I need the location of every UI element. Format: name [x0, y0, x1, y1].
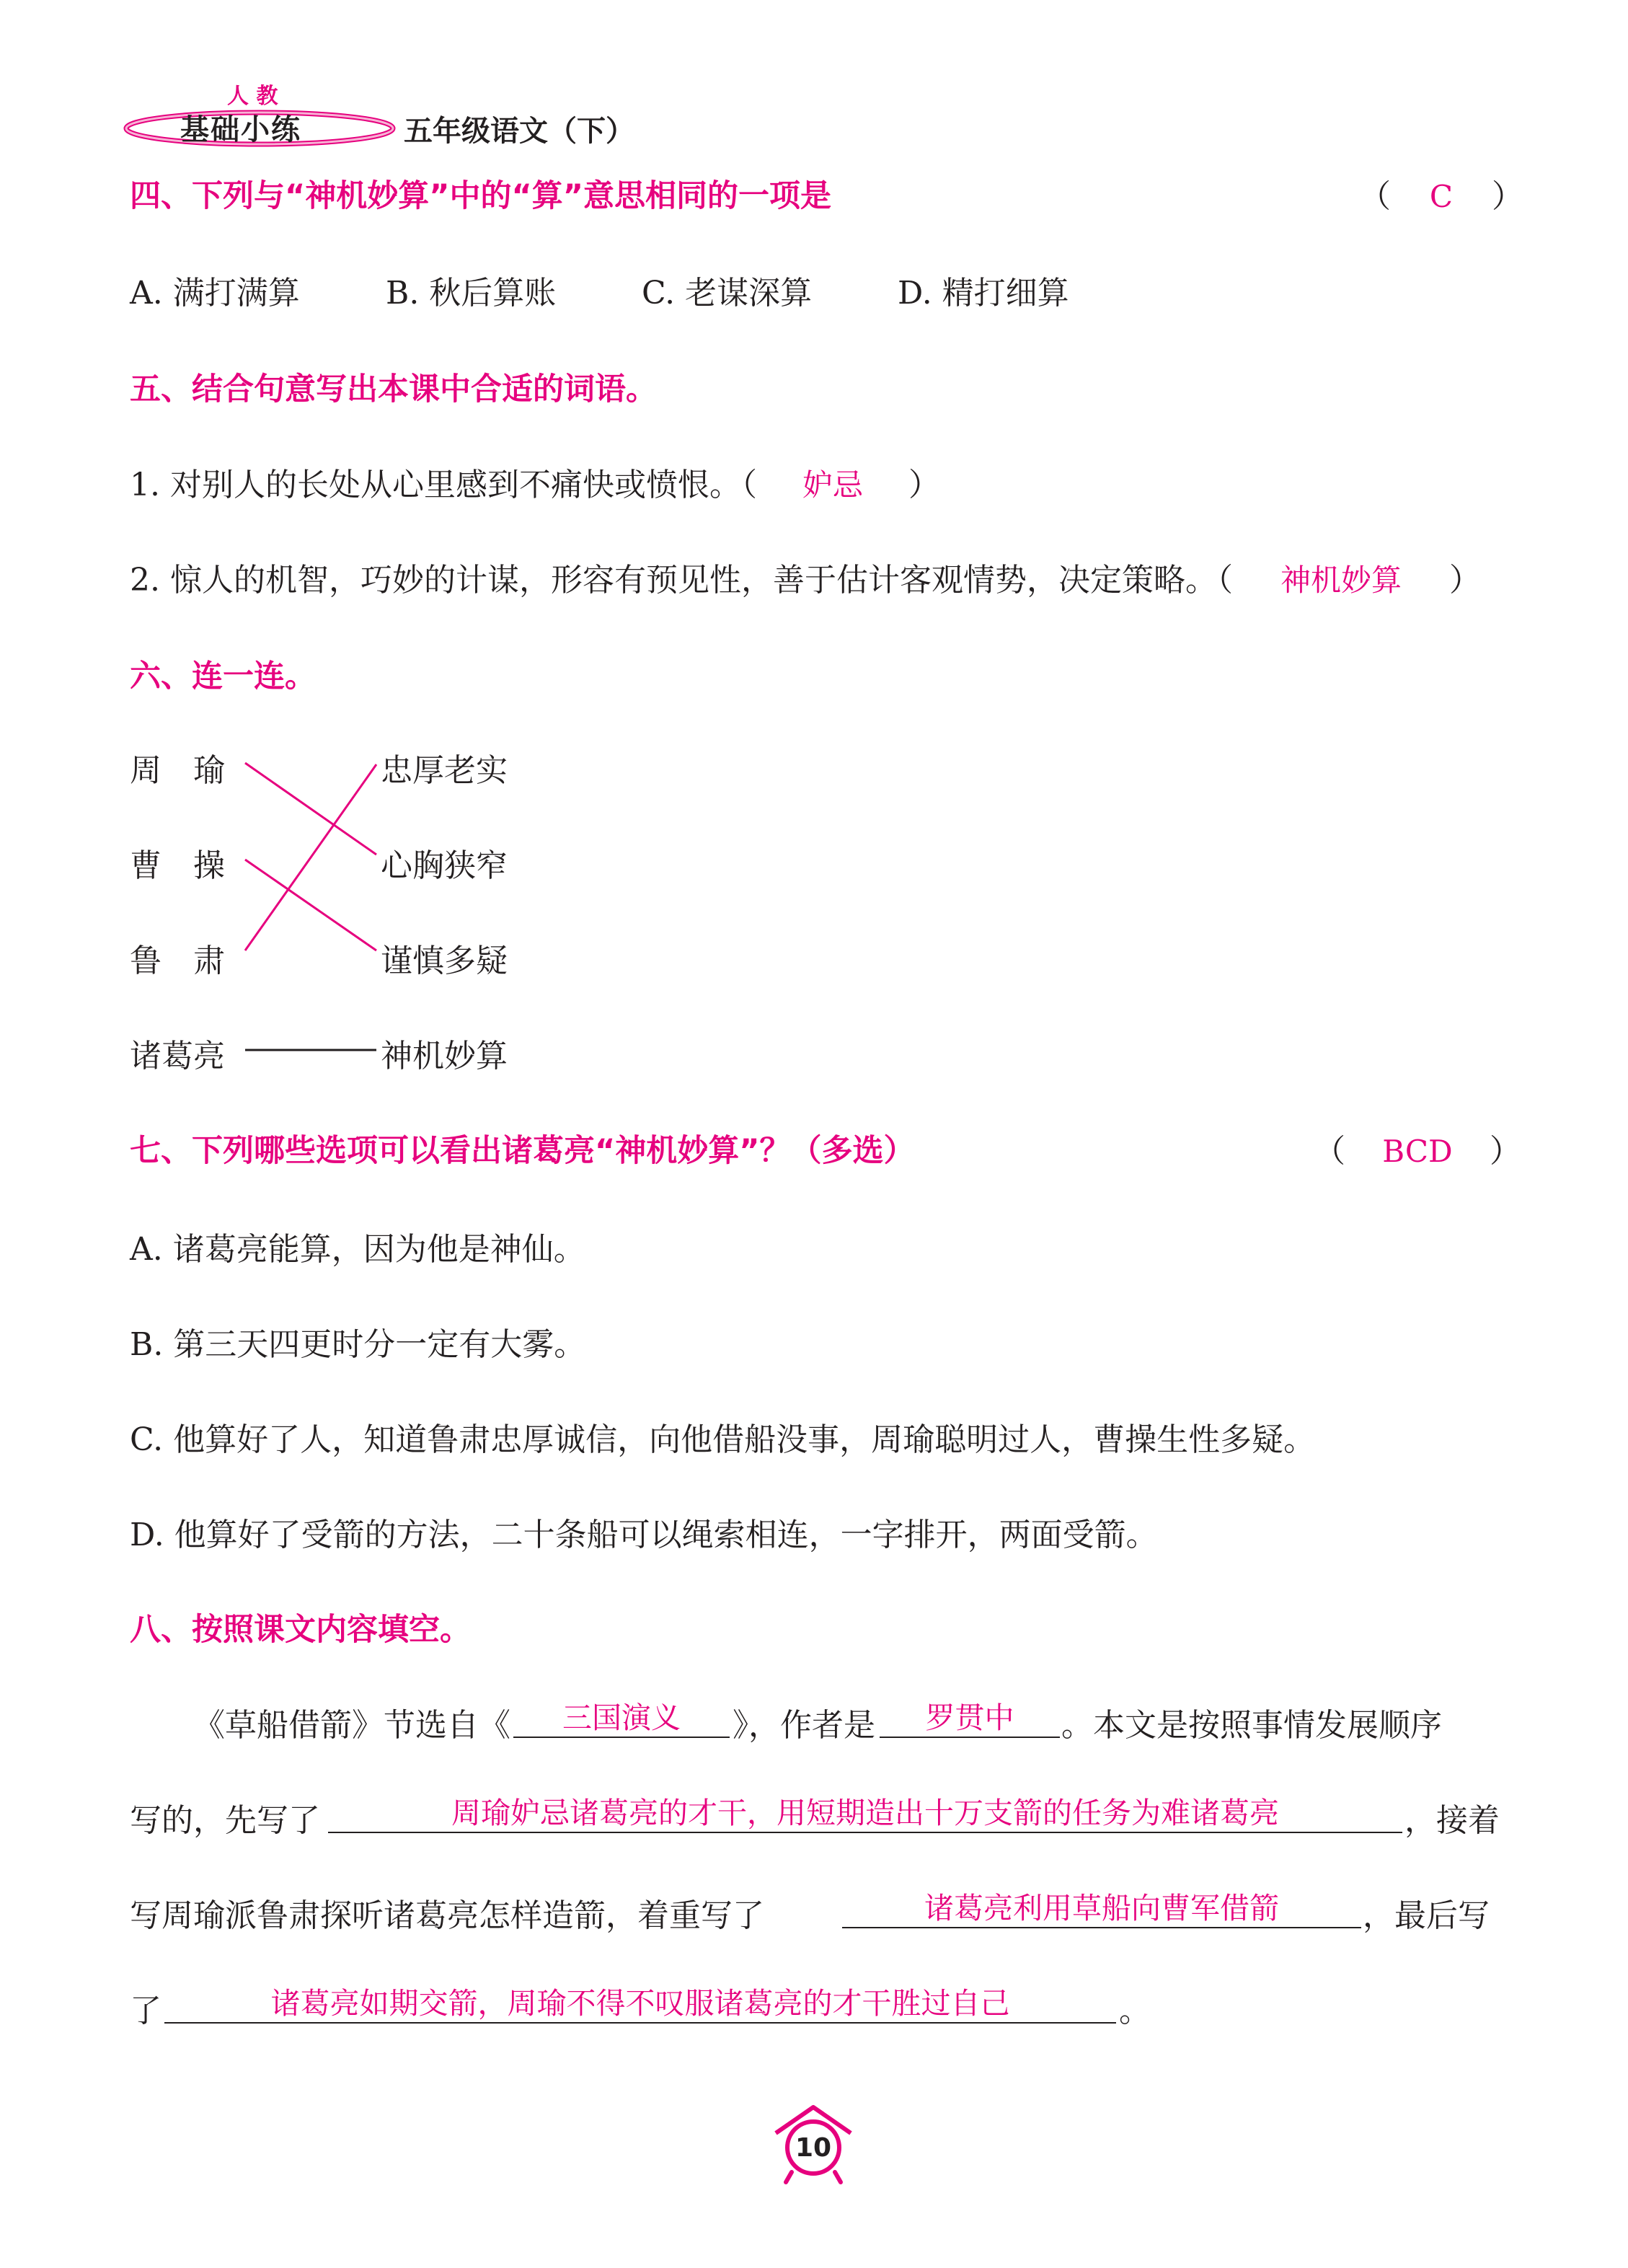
q7-answer: BCD — [1382, 1134, 1453, 1169]
q5-title: 五、结合句意写出本课中合适的词语。 — [130, 371, 657, 407]
q4-title: 四、下列与“神机妙算”中的“算”意思相同的一项是 — [130, 178, 832, 214]
page-number: 10 — [795, 2133, 832, 2163]
q8-line1-b: 》，作者是 — [733, 1707, 875, 1744]
header-badge-top: 人 教 — [227, 84, 278, 109]
q5-item-1-answer: 妒忌 — [802, 467, 863, 503]
q7-option-c: C. 他算好了人，知道鲁肃忠厚诚信，向他借船没事，周瑜聪明过人，曹操生性多疑。 — [130, 1421, 1316, 1458]
q4-option-c: C. 老谋深算 — [642, 275, 813, 312]
q4-option-d: D. 精打细算 — [898, 275, 1069, 312]
q6-left-3: 鲁 肃 — [130, 943, 225, 979]
q8-line2-b: ，接着 — [1404, 1802, 1500, 1839]
q8-line3-b: ，最后写 — [1363, 1897, 1490, 1934]
q6-line-zhouyu — [245, 763, 376, 855]
q4-answer: C — [1429, 179, 1454, 214]
q8-line2-a: 写的，先写了 — [130, 1802, 320, 1839]
q5-item-1-close: ） — [908, 467, 940, 503]
q8-title: 八、按照课文内容填空。 — [130, 1612, 471, 1648]
header-subject: 五年级语文（下） — [404, 115, 634, 148]
q4-option-b: B. 秋后算账 — [386, 275, 557, 312]
q5-item-2-answer: 神机妙算 — [1280, 562, 1402, 598]
q6-title: 六、连一连。 — [130, 658, 316, 694]
q6-line-caocao — [245, 860, 376, 950]
q7-title: 七、下列哪些选项可以看出诸葛亮“神机妙算”？（多选） — [130, 1133, 915, 1169]
q8-blank-book: 三国演义 — [513, 1699, 730, 1738]
q8-blank-author: 罗贯中 — [880, 1699, 1060, 1738]
q6-right-4: 神机妙算 — [381, 1038, 508, 1075]
q8-blank-middle: 诸葛亮利用草船向曹军借箭 — [842, 1889, 1361, 1928]
q5-item-2-text: 2. 惊人的机智，巧妙的计谋，形容有预见性，善于估计客观情势，决定策略。（ — [130, 562, 1233, 599]
header-badge-title: 基础小练 — [180, 113, 301, 146]
q4-option-a: A. 满打满算 — [130, 275, 300, 312]
q8-line3-a: 写周瑜派鲁肃探听诸葛亮怎样造箭，着重写了 — [130, 1897, 764, 1934]
q8-line1-a: 《草船借箭》节选自《 — [193, 1707, 510, 1744]
q7-answer-paren: （ BCD ） — [1314, 1133, 1521, 1170]
q8-line1-c: 。本文是按照事情发展顺序 — [1061, 1707, 1442, 1744]
q4-answer-paren: （ C ） — [1359, 178, 1523, 215]
q6-left-1: 周 瑜 — [130, 752, 225, 789]
q8-line4-b: 。 — [1119, 1993, 1151, 2029]
q6-right-1: 忠厚老实 — [381, 752, 508, 789]
q6-left-2: 曹 操 — [130, 847, 225, 884]
q7-option-a: A. 诸葛亮能算，因为他是神仙。 — [130, 1231, 585, 1268]
q8-blank-first: 周瑜妒忌诸葛亮的才干，用短期造出十万支箭的任务为难诸葛亮 — [328, 1794, 1402, 1833]
q8-line4-a: 了 — [130, 1993, 162, 2029]
q5-item-1-text: 1. 对别人的长处从心里感到不痛快或愤恨。（ — [130, 467, 757, 503]
q6-right-3: 谨慎多疑 — [381, 943, 508, 979]
q7-option-d: D. 他算好了受箭的方法，二十条船可以绳索相连，一字排开，两面受箭。 — [130, 1517, 1158, 1553]
q6-left-4: 诸葛亮 — [130, 1038, 225, 1075]
q5-item-2-close: ） — [1448, 562, 1481, 599]
q6-right-2: 心胸狭窄 — [381, 847, 508, 884]
q7-option-b: B. 第三天四更时分一定有大雾。 — [130, 1326, 586, 1363]
q8-blank-last: 诸葛亮如期交箭，周瑜不得不叹服诸葛亮的才干胜过自己 — [164, 1985, 1116, 2024]
q6-line-lusu — [245, 764, 376, 950]
